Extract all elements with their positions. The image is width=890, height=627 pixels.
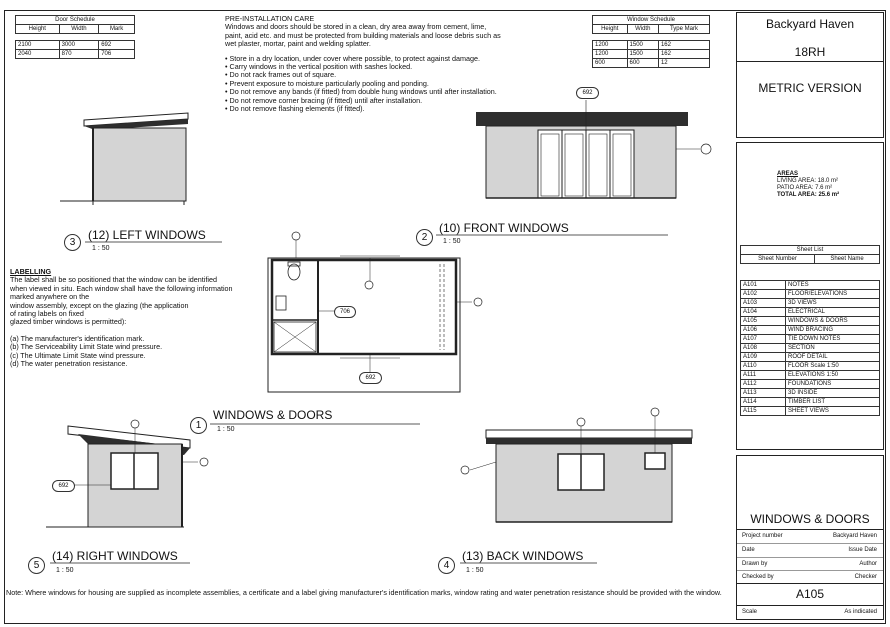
table-cell: A103: [741, 299, 786, 308]
sheet-list-rows: [740, 280, 880, 416]
left-elevation: [60, 113, 188, 205]
door-schedule-header: Width: [59, 25, 99, 34]
sheet-list-header: Sheet Name: [815, 255, 880, 264]
note-bullet: • Carry windows in the vertical position with sashes locked.: [225, 62, 413, 72]
table-cell: A106: [741, 326, 786, 335]
table-cell: ELEVATIONS 1:50: [786, 371, 880, 380]
table-cell: ELECTRICAL: [786, 308, 880, 317]
table-cell: 1200: [593, 50, 628, 59]
date-label: Date: [742, 547, 755, 553]
table-row: [741, 371, 880, 380]
table-cell: FLOOR/ELEVATIONS: [786, 290, 880, 299]
footer-note: Note: Where windows for housing are supplied as incomplete assemblies, a certificate and a label giving manufacturer's identification marks, window rating and water penetration resistance should be provided with the window.: [6, 588, 722, 597]
project-name: Backyard Haven: [765, 17, 855, 31]
checked-by-label: Checked by: [742, 574, 774, 580]
door-schedule-title: Door Schedule: [16, 16, 135, 25]
view-title: (12) LEFT WINDOWS: [88, 228, 206, 242]
note-line: when viewed in situ. Each window shall have the following information: [10, 283, 233, 293]
table-cell: SECTION: [786, 344, 880, 353]
sheet-list: [740, 245, 880, 264]
view-title: WINDOWS & DOORS: [213, 408, 333, 422]
note-line: (a) The manufacturer's identification mark.: [10, 333, 145, 343]
table-row: [741, 281, 880, 290]
scale-label: Scale: [742, 609, 758, 615]
view-title: (10) FRONT WINDOWS: [439, 221, 569, 235]
project-number-label: Project number: [742, 533, 783, 539]
front-elevation: [476, 100, 711, 198]
door-tag: 692: [359, 372, 382, 384]
window-schedule-header: Type Mark: [658, 25, 709, 34]
note-line: glazed timber windows is permitted):: [10, 317, 127, 327]
table-row: [741, 344, 880, 353]
table-cell: 706: [99, 50, 135, 59]
table-cell: NOTES: [786, 281, 880, 290]
note-bullet: • Do not remove flashing elements (if fitted).: [225, 104, 365, 114]
table-cell: A107: [741, 335, 786, 344]
title-block-info: [736, 142, 884, 450]
table-cell: A102: [741, 290, 786, 299]
door-tag: 692: [576, 87, 599, 99]
view-scale: 1 : 50: [92, 245, 110, 252]
wall: [93, 128, 186, 201]
view-title: (14) RIGHT WINDOWS: [52, 549, 178, 563]
table-cell: 1500: [627, 50, 658, 59]
table-cell: 162: [658, 50, 709, 59]
table-row: [741, 335, 880, 344]
door-schedule-header: Height: [16, 25, 60, 34]
door-tag: 706: [334, 306, 356, 318]
sheet-title: WINDOWS & DOORS: [750, 512, 870, 526]
pre-installation-title: PRE-INSTALLATION CARE: [225, 14, 315, 23]
note-line: The label shall be so positioned that the window can be identified: [10, 275, 217, 285]
areas-title: AREAS: [777, 171, 799, 177]
note-line: (d) The water penetration resistance.: [10, 359, 128, 369]
note-line: Windows and doors should be stored in a clean, dry area away from cement, lime,: [225, 22, 487, 32]
table-cell: 600: [627, 59, 658, 68]
table-row: [741, 308, 880, 317]
table-row: [741, 353, 880, 362]
table-cell: FOUNDATIONS: [786, 380, 880, 389]
window-schedule-title: Window Schedule: [593, 16, 710, 25]
title-block-header: [736, 12, 884, 138]
table-cell: 600: [593, 59, 628, 68]
note-line: of rating labels on fixed: [10, 309, 84, 319]
table-row: [741, 290, 880, 299]
window-schedule-header: Height: [593, 25, 628, 34]
table-cell: 692: [99, 41, 135, 50]
back-elevation: [461, 408, 692, 522]
table-row: [741, 380, 880, 389]
table-cell: TIMBER LIST: [786, 398, 880, 407]
project-number: Backyard Haven: [832, 533, 877, 539]
roof: [476, 112, 688, 126]
table-cell: 3D INSIDE: [786, 389, 880, 398]
view-number: 2: [416, 229, 433, 246]
note-line: (c) The Ultimate Limit State wind pressure.: [10, 350, 146, 360]
note-line: marked anywhere on the: [10, 292, 90, 302]
total-area: TOTAL AREA: 25.6 m²: [777, 192, 840, 198]
table-cell: TIE DOWN NOTES: [786, 335, 880, 344]
note-bullet: • Store in a dry location, under cover where possible, to protect against damage.: [225, 53, 481, 63]
note-bullet: • Do not remove any bands (if fitted) from double hung windows until after installation.: [225, 87, 497, 97]
sheet-list-header: Sheet Number: [741, 255, 815, 264]
table-cell: 162: [658, 41, 709, 50]
table-row: [741, 362, 880, 371]
table-cell: 2040: [16, 50, 60, 59]
roof-fascia: [486, 430, 692, 438]
table-cell: WINDOWS & DOORS: [786, 317, 880, 326]
title-block-footer: [736, 455, 884, 620]
note-bullet: • Do not remove corner bracing (if fitted) until after installation.: [225, 95, 423, 105]
note-line: window assembly, except on the glazing (the application: [10, 300, 189, 310]
view-scale: 1 : 50: [443, 238, 461, 245]
table-row: [741, 317, 880, 326]
view-number: 4: [438, 557, 455, 574]
sheet-list-title: Sheet List: [741, 246, 880, 255]
living-area: LIVING AREA: 18.0 m²: [777, 178, 839, 184]
table-cell: 12: [658, 59, 709, 68]
areas-block: [777, 171, 839, 199]
view-number: 3: [64, 234, 81, 251]
drawn-by: Author: [859, 561, 877, 567]
table-row: [741, 398, 880, 407]
table-cell: A104: [741, 308, 786, 317]
table-cell: ROOF DETAIL: [786, 353, 880, 362]
patio-area: PATIO AREA: 7.6 m²: [777, 185, 833, 191]
view-number: 1: [190, 417, 207, 434]
table-cell: WIND BRACING: [786, 326, 880, 335]
note-line: wet plaster, mortar, paint and welding splatter.: [225, 39, 371, 49]
view-scale: 1 : 50: [56, 567, 74, 574]
scale-value: As indicated: [844, 609, 877, 615]
note-bullet: • Prevent exposure to moisture particularly pooling and ponding.: [225, 78, 429, 88]
table-cell: A111: [741, 371, 786, 380]
note-line: paint, acid etc. and must be protected from building materials and loose debris such as: [225, 30, 501, 40]
door-schedule-header: Mark: [99, 25, 135, 34]
table-row: [741, 326, 880, 335]
table-cell: A105: [741, 317, 786, 326]
table-cell: SHEET VIEWS: [786, 407, 880, 416]
window-schedule-header: Width: [627, 25, 658, 34]
version-label: METRIC VERSION: [758, 81, 862, 95]
table-cell: A114: [741, 398, 786, 407]
right-elevation: [46, 420, 208, 527]
view-number: 5: [28, 557, 45, 574]
table-cell: A113: [741, 389, 786, 398]
drawn-by-label: Drawn by: [742, 561, 768, 567]
table-cell: FLOOR Scale 1:50: [786, 362, 880, 371]
view-title: (13) BACK WINDOWS: [462, 549, 584, 563]
sheet-number: A105: [795, 587, 825, 601]
table-cell: 2100: [16, 41, 60, 50]
table-row: [741, 299, 880, 308]
labelling-title: LABELLING: [10, 267, 52, 276]
door-tag: 692: [52, 480, 75, 492]
table-cell: A112: [741, 380, 786, 389]
floor-plan: [268, 232, 482, 392]
table-cell: 3D VIEWS: [786, 299, 880, 308]
table-cell: 1500: [627, 41, 658, 50]
model-code: 18RH: [794, 45, 826, 59]
table-cell: A101: [741, 281, 786, 290]
table-row: [741, 389, 880, 398]
table-cell: A109: [741, 353, 786, 362]
view-scale: 1 : 50: [217, 426, 235, 433]
checked-by: Checker: [854, 574, 877, 580]
note-line: (b) The Serviceability Limit State wind pressure.: [10, 342, 163, 352]
issue-date: Issue Date: [848, 547, 877, 553]
table-cell: 1200: [593, 41, 628, 50]
small-window: [645, 453, 665, 469]
table-cell: 3000: [59, 41, 99, 50]
table-cell: A108: [741, 344, 786, 353]
note-bullet: • Do not rack frames out of square.: [225, 70, 337, 80]
table-cell: A110: [741, 362, 786, 371]
view-scale: 1 : 50: [466, 567, 484, 574]
table-cell: A115: [741, 407, 786, 416]
roof: [486, 438, 692, 444]
table-cell: 870: [59, 50, 99, 59]
table-row: [741, 407, 880, 416]
